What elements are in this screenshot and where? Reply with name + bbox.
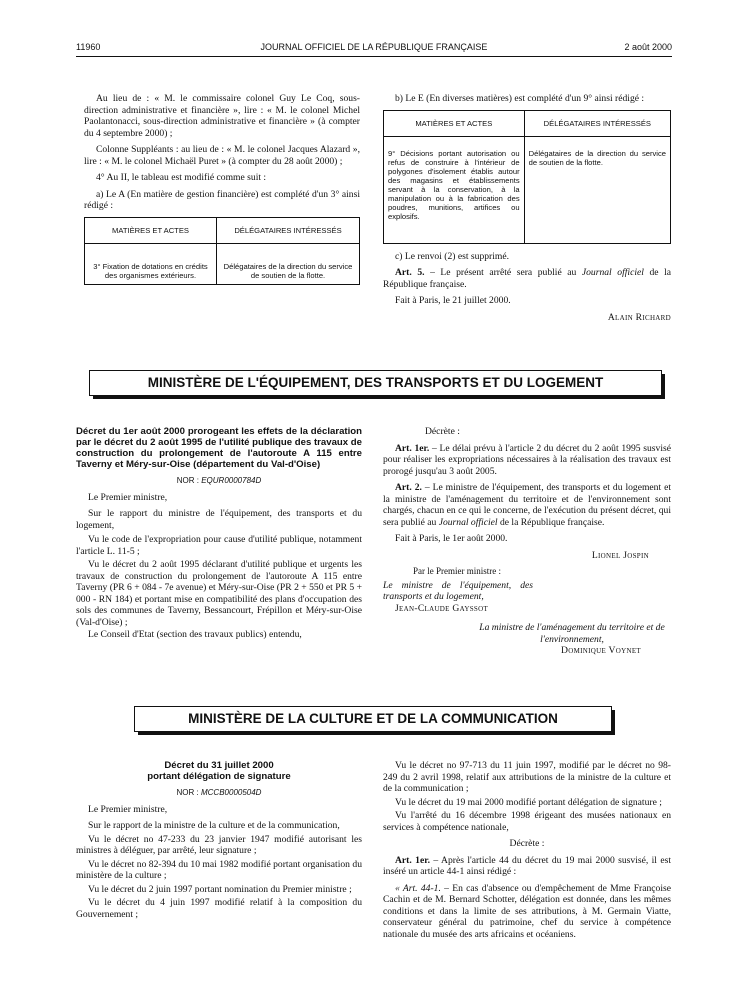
table-cell: Délégataires de la direction du service de soutien de la flotte. (217, 243, 360, 284)
paragraph: Sur le rapport de la ministre de la culture et de la communication, (88, 820, 340, 831)
article-heading: Art. 2. (395, 482, 422, 493)
paragraph: Vu le décret no 47-233 du 23 janvier 1947 modifié autorisant les ministres à déléguer, par arrêté, leur signature ; (76, 833, 362, 856)
decrete: Décrète : (509, 838, 545, 849)
page-number: 11960 (76, 42, 101, 52)
minister-name: Jean-Claude Gayssot (395, 602, 489, 614)
decree2-left-column (76, 760, 362, 925)
paragraph: a) Le A (En matière de gestion financière) est complété d'un 3° ainsi rédigé : (84, 188, 360, 211)
paragraph: Sur le rapport du ministre de l'équipement, des transports et du logement, (76, 508, 362, 531)
delegation-table-e (383, 110, 671, 244)
paragraph: Fait à Paris, le 21 juillet 2000. (395, 295, 511, 306)
table-cell: 3° Fixation de dotations en crédits des organismes extérieurs. (85, 243, 217, 284)
decrete: Décrète : (425, 426, 460, 437)
paragraph: Le Premier ministre, (88, 491, 168, 503)
paragraph: b) Le E (En diverses matières) est complété d'un 9° ainsi rédigé : (395, 93, 645, 104)
article-5: Art. 5. – Le présent arrêté sera publié au Journal officiel de la République française. (383, 267, 672, 290)
paragraph: Le Premier ministre, (88, 803, 168, 815)
decree1-left-column (76, 426, 362, 646)
minister-name: Dominique Voynet (561, 645, 641, 656)
nor-reference: NOR : MCCB0000504D (176, 788, 262, 797)
decree-title: Décret du 1er août 2000 prorogeant les effets de la déclaration par le décret du 2 août 1995 de l'utilité publique des travaux de construction du prolongement de l'autoroute A 115 entre Taverny et Méry-sur-Oise (département du Val-d'Oise) (76, 426, 362, 470)
article-2: Art. 2. – Le ministre de l'équipement, des transports et du logement et la ministre de l'aménagement du territoire et de l'environnement sont chargés, chacun en ce qui le concerne, de l'exécution du présent décret, qui sera publié au Journal officiel de la République française. (383, 482, 672, 528)
table-cell: Délégataires de la direction du service de soutien de la flotte. (524, 136, 670, 243)
header-rule (76, 56, 672, 57)
article-1: Art. 1er. – Après l'article 44 du décret du 19 mai 2000 susvisé, il est inséré un article 44-1 ainsi rédigé : (383, 854, 671, 877)
paragraph: Vu le décret du 19 mai 2000 modifié portant délégation de signature ; (395, 796, 662, 808)
top-right-column (383, 93, 671, 328)
top-left-column (84, 93, 360, 292)
paragraph: Vu le décret du 2 août 1995 déclarant d'utilité publique et urgents les travaux de construction du prolongement de l'autoroute A 115 entre Taverny (PR 6 + 084 - 7e avenue) et Méry-sur-Oise (PR 2 + 550 et PR 5 + 000 - RN 184) et portant mise en compatibilité des plans d'occupation des sols des communes de Taverny, Bessancourt, Frépillon et Méry-sur-Oise (Val-d'Oise) ; (76, 559, 362, 628)
paragraph: Vu le décret no 82-394 du 10 mai 1982 modifié portant organisation du ministère de la culture ; (76, 858, 362, 881)
paragraph: Vu le décret du 2 juin 1997 portant nomination du Premier ministre ; (88, 883, 352, 895)
journal-title: JOURNAL OFFICIEL DE LA RÉPUBLIQUE FRANÇAISE (260, 42, 488, 52)
ministry-banner: MINISTÈRE DE LA CULTURE ET DE LA COMMUNICATION (134, 706, 612, 732)
article-44-1: « Art. 44-1. – En cas d'absence ou d'empêchement de Mme Françoise Cachin et de M. Bernard Schotter, délégation est donnée, dans les mêmes conditions et dans la limite de ses attributions, à M. Germain Viatte, conservateur général du patrimoine, chef du service à compétence nationale du musée des arts africains et océaniens. (383, 882, 672, 940)
paragraph: Vu le code de l'expropriation pour cause d'utilité publique, notamment l'article L. 11-5 ; (76, 534, 362, 557)
table-header: MATIÈRES ET ACTES (384, 110, 525, 136)
running-header (76, 42, 672, 56)
article-heading: « Art. 44-1. (395, 882, 441, 894)
issue-date: 2 août 2000 (624, 42, 672, 52)
article-heading: Art. 5. (395, 267, 425, 278)
signature: Lionel Jospin (591, 549, 649, 561)
minister-title: La ministre de l'aménagement du territoire et de l'environnement, (479, 622, 665, 645)
paragraph: Le Conseil d'Etat (section des travaux publics) entendu, (88, 629, 302, 640)
decree-subtitle: portant délégation de signature (147, 771, 291, 782)
paragraph: 4° Au II, le tableau est modifié comme suit : (96, 172, 267, 183)
article-1: Art. 1er. – Le délai prévu à l'article 2 du décret du 2 août 1995 susvisé pour réaliser les expropriations nécessaires à la réalisation des travaux est prorogé jusqu'au 3 août 2005. (383, 442, 671, 477)
paragraph: Colonne Suppléants : au lieu de : « M. le colonel Jacques Alazard », lire : « M. le colonel Michaël Puret » (à compter du 28 août 2000) ; (84, 144, 360, 167)
ministry-banner: MINISTÈRE DE L'ÉQUIPEMENT, DES TRANSPORTS ET DU LOGEMENT (89, 370, 662, 396)
paragraph: Fait à Paris, le 1er août 2000. (395, 533, 508, 544)
table-header: MATIÈRES ET ACTES (85, 217, 217, 243)
paragraph: c) Le renvoi (2) est supprimé. (395, 250, 510, 262)
decree2-right-column (383, 760, 671, 945)
minister-title: Le ministre de l'équipement, des transports et du logement, (383, 579, 533, 602)
article-heading: Art. 1er. (395, 854, 430, 866)
paragraph: Par le Premier ministre : (413, 566, 501, 576)
table-header: DÉLÉGATAIRES INTÉRESSÉS (524, 110, 670, 136)
paragraph: Vu l'arrêté du 16 décembre 1998 érigeant des musées nationaux en services à compétence nationale, (383, 810, 671, 833)
paragraph: Vu le décret no 97-713 du 11 juin 1997, modifié par le décret no 98-249 du 2 avril 1998, relatif aux attributions de la ministre de la culture et de la communication ; (383, 760, 671, 794)
signature: Alain Richard (607, 311, 671, 323)
delegation-table-a (84, 217, 360, 285)
banner-shadow (93, 374, 665, 399)
table-header: DÉLÉGATAIRES INTÉRESSÉS (217, 217, 360, 243)
decree-title: Décret du 31 juillet 2000 (164, 760, 274, 771)
table-cell: 9° Décisions portant autorisation ou refus de construire à l'intérieur de polygones d'isolement établis autour des magasins et établissements servant à la conservation, à la manipulation ou à la fabrication des poudres, munitions, artifices ou explosifs. (384, 136, 525, 243)
paragraph: Au lieu de : « M. le commissaire colonel Guy Le Coq, sous-direction administrative et financière », lire : « M. le colonel Michel Paolantonacci, sous-direction administrative et financière » (à compter du 4 septembre 2000) ; (84, 93, 360, 139)
nor-reference: NOR : EQUR0000784D (176, 476, 262, 485)
decree1-right-column (383, 426, 671, 662)
paragraph: Vu le décret du 4 juin 1997 modifié relatif à la composition du Gouvernement ; (76, 897, 362, 920)
banner-shadow (138, 710, 615, 735)
article-heading: Art. 1er. (395, 442, 430, 454)
